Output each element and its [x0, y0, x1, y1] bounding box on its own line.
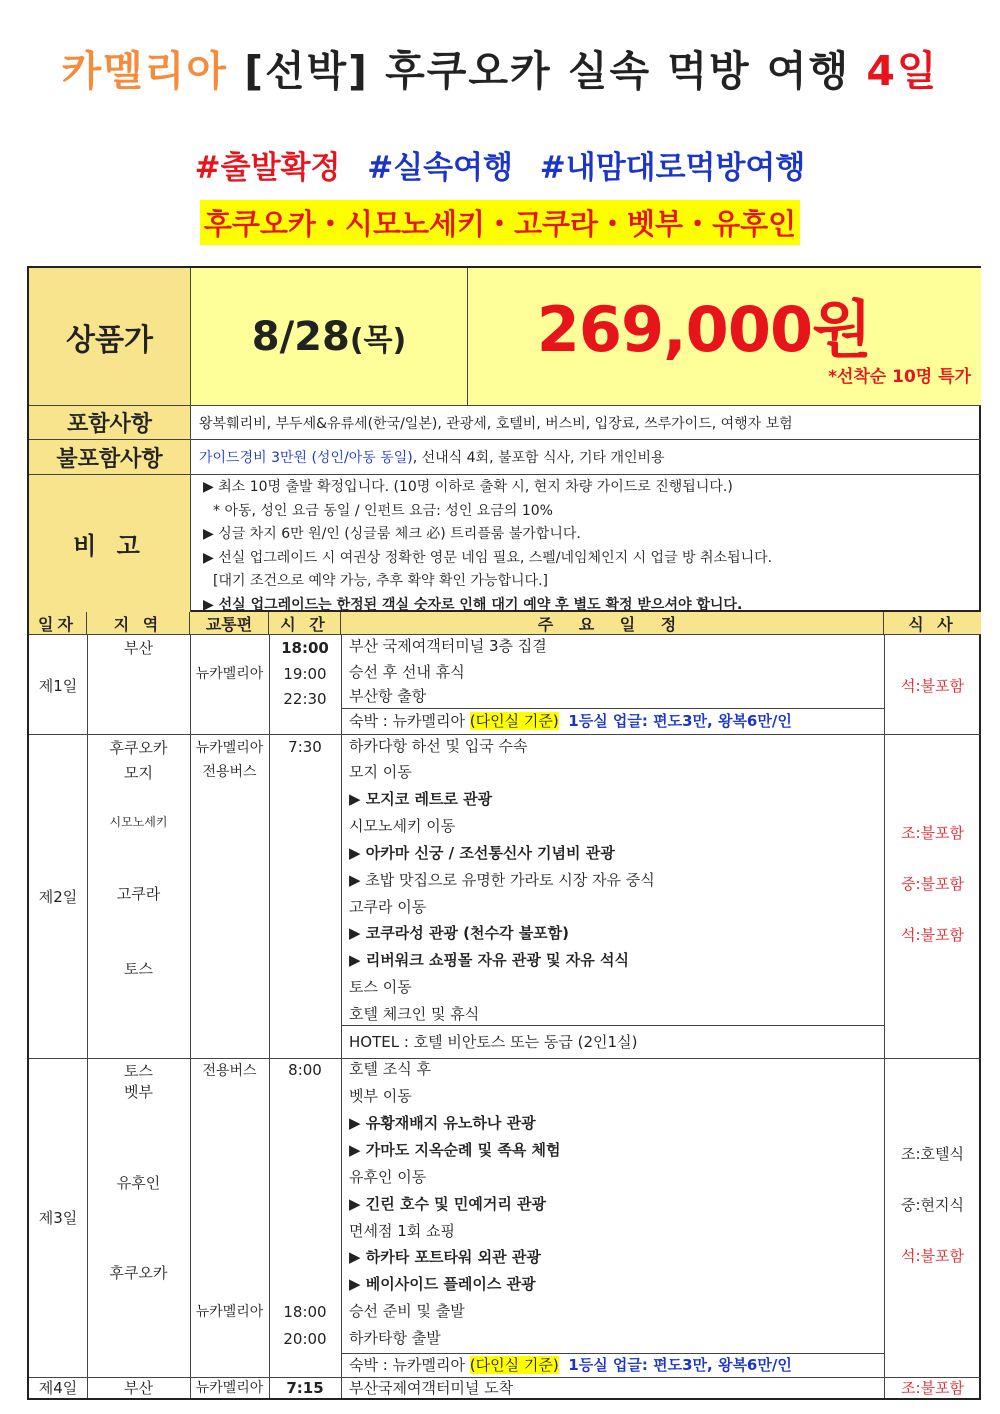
- itinerary-item: 고쿠라 이동: [349, 898, 427, 916]
- itinerary-item: 호텔 체크인 및 휴식: [349, 1005, 480, 1023]
- time: 22:30: [283, 690, 327, 708]
- region: 토스: [124, 1062, 153, 1080]
- region: 부산: [124, 639, 153, 657]
- itinerary-item: ▶ 베이사이드 플레이스 관광: [349, 1275, 536, 1293]
- hashtags: [0, 142, 1000, 187]
- region: 후쿠오카: [109, 739, 168, 757]
- schedule-table: [27, 612, 981, 1400]
- price-label: 상품가: [29, 268, 191, 406]
- header-day: 일자: [29, 612, 87, 635]
- remark-line: ▶ 선실 업그레이드 시 여권상 정확한 영문 네임 필요, 스펠/네임체인지 시 업글 방 취소됩니다.: [203, 549, 773, 566]
- remark-line: * 아동, 성인 요금 동일 / 인펀트 요금: 성인 요금의 10%: [213, 502, 553, 519]
- itinerary-item: ▶ 리버워크 쇼핑몰 자유 관광 및 자유 석식: [349, 951, 629, 969]
- region: 부산: [124, 1379, 153, 1397]
- title-brand: 카멜리아: [61, 47, 228, 95]
- stay-tag: (다인실 기준): [469, 1356, 559, 1374]
- date-value: 8/28: [251, 313, 350, 360]
- guide-fee: 가이드경비 3만원 (성인/아동 동일): [199, 450, 413, 466]
- price-cell: [468, 268, 981, 406]
- itinerary-item: 벳부 이동: [349, 1087, 412, 1105]
- price-note: *선착순 10명 특가: [828, 367, 971, 387]
- region: 시모노세키: [109, 815, 168, 829]
- region: 후쿠오카: [109, 1264, 168, 1282]
- time: 7:30: [288, 738, 322, 756]
- stay-info: [349, 1355, 792, 1375]
- time: 20:00: [283, 1330, 327, 1348]
- region: 토스: [124, 960, 153, 978]
- itinerary-item: 면세점 1회 쇼핑: [349, 1222, 456, 1240]
- itinerary-item: 호텔 조식 후: [349, 1060, 431, 1078]
- itinerary-item: 승선 준비 및 출발: [349, 1302, 465, 1320]
- route-banner: [0, 200, 1000, 245]
- transport: 전용버스: [202, 764, 257, 780]
- hashtag: #내맘대로먹방여행: [539, 150, 806, 186]
- itinerary-item: 부산국제여객터미널 도착: [349, 1379, 514, 1397]
- hashtag: #출발확정: [194, 150, 341, 186]
- transport: 뉴카멜리아: [195, 740, 264, 756]
- itinerary-item: ▶ 코쿠라성 관광 (천수각 불포함): [349, 924, 570, 942]
- remarks-text: [191, 475, 981, 612]
- remark-line: ▶ 싱글 차지 6만 원/인 (싱글룸 체크 必) 트리플룸 불가합니다.: [203, 526, 581, 542]
- hashtag: #실속여행: [367, 150, 513, 186]
- itinerary-item: 유후인 이동: [349, 1168, 427, 1186]
- transport: 뉴카멜리아: [195, 1304, 264, 1320]
- product-info-table: [27, 266, 981, 612]
- itinerary-item: 부산항 출항: [349, 687, 427, 705]
- remark-line: ▶ 선실 업그레이드는 한정된 객실 숫자로 인해 대기 예약 후 별도 확정 받으셔야 합니다.: [203, 596, 743, 612]
- transport: 전용버스: [202, 1063, 257, 1079]
- stay-tag: (다인실 기준): [469, 712, 559, 730]
- remarks-label: 비 고: [29, 475, 191, 612]
- stay-prefix: 숙박 : 뉴카멜리아: [349, 1356, 470, 1374]
- stay-upgrade: 1등실 업글: 편도3만, 왕복6만/인: [568, 1356, 792, 1374]
- region: 유후인: [116, 1174, 161, 1192]
- meal: 중:현지식: [900, 1196, 964, 1214]
- day-label: 제1일: [38, 677, 78, 695]
- excluded-text: [191, 440, 981, 475]
- itinerary-item: ▶ 아카마 신궁 / 조선통신사 기념비 관광: [349, 844, 615, 862]
- itinerary-item: 하카다항 하선 및 입국 수속: [349, 737, 528, 755]
- day-label: 제2일: [38, 888, 78, 906]
- remark-line: ▶ 최소 10명 출발 확정입니다. (10명 이하로 출확 시, 현지 차량 가이드로 진행됩니다.): [203, 479, 733, 495]
- itinerary-item: 승선 후 선내 휴식: [349, 663, 465, 681]
- route-text: 후쿠오카・시모노세키・고쿠라・벳부・유후인: [200, 200, 800, 245]
- stay-upgrade: 1등실 업글: 편도3만, 왕복6만/인: [568, 712, 792, 730]
- itinerary-item: 토스 이동: [349, 978, 412, 996]
- itinerary-item: ▶ 하카타 포트타워 외관 관광: [349, 1248, 541, 1266]
- itinerary-item: 하카타항 출발: [349, 1329, 441, 1347]
- excluded-label: 불포함사항: [29, 440, 191, 475]
- itinerary-item: ▶ 긴린 호수 및 민예거리 관광: [349, 1195, 547, 1213]
- stay-info: [349, 711, 792, 731]
- meal: 조:불포함: [900, 824, 964, 842]
- itinerary-item: ▶ 모지코 레트로 관광: [349, 790, 493, 808]
- remark-line: [대기 조건으로 예약 가능, 추후 확약 확인 가능합니다.]: [213, 573, 548, 589]
- itinerary-item: 시모노세키 이동: [349, 817, 456, 835]
- time: 7:15: [286, 1379, 324, 1397]
- header-itinerary: 주 요 일 정: [341, 612, 884, 635]
- transport: 뉴카멜리아: [195, 666, 264, 682]
- page-title: [0, 38, 1000, 97]
- time: 8:00: [288, 1061, 322, 1079]
- hotel-info: HOTEL : 호텔 비안토스 또는 동급 (2인1실): [349, 1033, 638, 1051]
- transport: 뉴카멜리아: [195, 1380, 264, 1396]
- time: 18:00: [281, 639, 329, 657]
- time: 19:00: [283, 665, 327, 683]
- day-label: 제3일: [38, 1209, 78, 1227]
- itinerary-item: 모지 이동: [349, 763, 412, 781]
- excluded-rest: , 선내식 4회, 불포함 식사, 기타 개인비용: [412, 450, 665, 466]
- title-main: [선박] 후쿠오카 실속 먹방 여행: [227, 47, 867, 95]
- header-region: 지 역: [87, 612, 190, 635]
- itinerary-item: ▶ 유황재배지 유노하나 관광: [349, 1114, 536, 1132]
- meal: 석:불포함: [900, 1247, 964, 1265]
- meal: 중:불포함: [900, 875, 964, 893]
- itinerary-item: ▶ 가마도 지옥순례 및 족욕 체험: [349, 1141, 561, 1159]
- itinerary-item: ▶ 초밥 맛집으로 유명한 가라토 시장 자유 중식: [349, 871, 655, 889]
- header-transport: 교통편: [190, 612, 269, 635]
- itinerary-item: 부산 국제여객터미널 3층 집결: [349, 637, 547, 655]
- price-value: 269,000원: [536, 293, 871, 366]
- region: 고쿠라: [116, 885, 161, 903]
- time: 18:00: [283, 1303, 327, 1321]
- departure-date: [191, 268, 468, 406]
- title-days: 4일: [866, 47, 939, 95]
- region: 벳부: [124, 1083, 153, 1101]
- meal: 조:불포함: [900, 1379, 964, 1397]
- day-label: 제4일: [38, 1379, 78, 1397]
- header-time: 시 간: [269, 612, 341, 635]
- header-meal: 식 사: [884, 612, 981, 635]
- meal: 석:불포함: [900, 926, 964, 944]
- date-weekday: (목): [349, 322, 407, 358]
- region: 모지: [124, 764, 153, 782]
- meal: 조:호텔식: [900, 1145, 964, 1163]
- stay-prefix: 숙박 : 뉴카멜리아: [349, 712, 470, 730]
- included-text: 왕복훼리비, 부두세&유류세(한국/일본), 관광세, 호텔비, 버스비, 입장료, 쓰루가이드, 여행자 보험: [191, 406, 981, 440]
- included-label: 포함사항: [29, 406, 191, 440]
- meal: 석:불포함: [900, 677, 964, 695]
